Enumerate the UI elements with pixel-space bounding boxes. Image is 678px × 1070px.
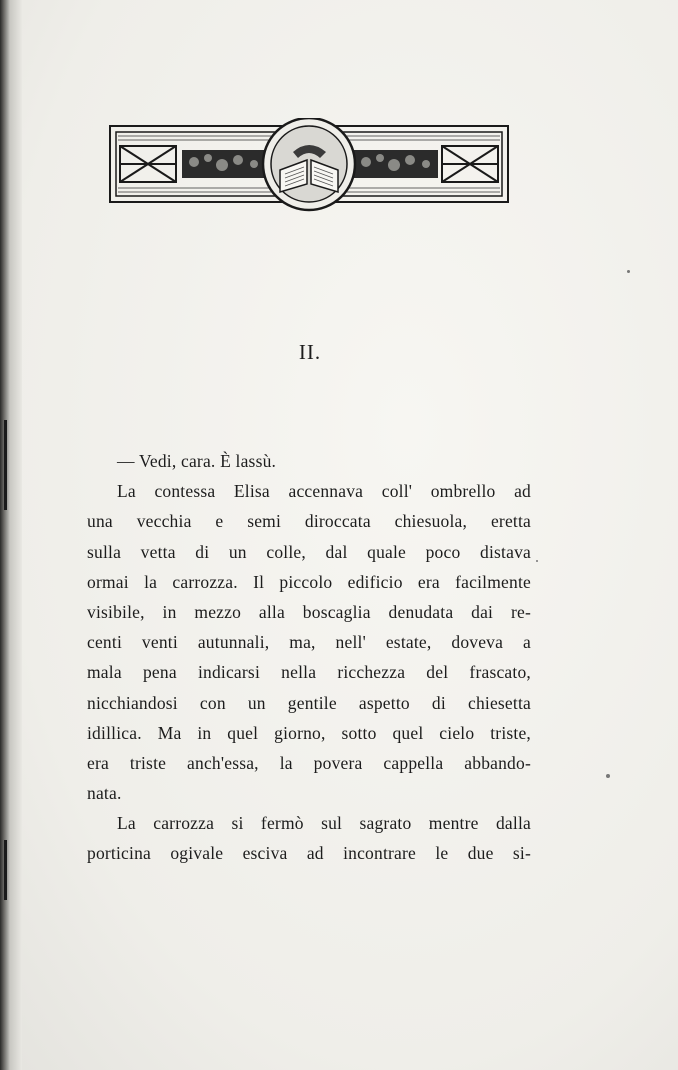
text-line: visibile, in mezzo alla boscaglia denudata dai re- <box>87 601 531 622</box>
text-line: centi venti autunnali, ma, nell' estate, doveva a <box>87 632 531 653</box>
spine-binding-mark <box>4 840 7 900</box>
text-line: — Vedi, cara. È lassù. <box>117 451 277 471</box>
text-line: mala pena indicarsi nella ricchezza del frascato, <box>87 662 531 683</box>
spine-binding-mark <box>4 420 7 510</box>
text-line: porticina ogivale esciva ad incontrare le due si- <box>87 843 531 864</box>
paper-speck <box>627 270 630 273</box>
text-line: nicchiandosi con un gentile aspetto di chiesetta <box>87 692 531 713</box>
text-line: La carrozza si fermò sul sagrato mentre dalla <box>117 813 531 834</box>
paper-speck <box>606 774 610 778</box>
text-line: era triste anch'essa, la povera cappella abbando- <box>87 752 531 773</box>
text-line: idillica. Ma in quel giorno, sotto quel cielo triste, <box>87 722 531 743</box>
chapter-heading: II. <box>298 340 322 364</box>
ornamental-headpiece <box>108 118 510 214</box>
paper-speck <box>536 560 538 562</box>
book-spine-edge <box>0 0 22 1070</box>
body-text <box>87 446 531 869</box>
text-line: nata. <box>87 783 122 804</box>
text-line: La contessa Elisa accennava coll' ombrello ad <box>117 481 531 502</box>
text-line: sulla vetta di un colle, dal quale poco distava <box>87 541 531 562</box>
text-line: una vecchia e semi diroccata chiesuola, eretta <box>87 511 531 532</box>
text-line: ormai la carrozza. Il piccolo edificio era facilmente <box>87 571 531 592</box>
